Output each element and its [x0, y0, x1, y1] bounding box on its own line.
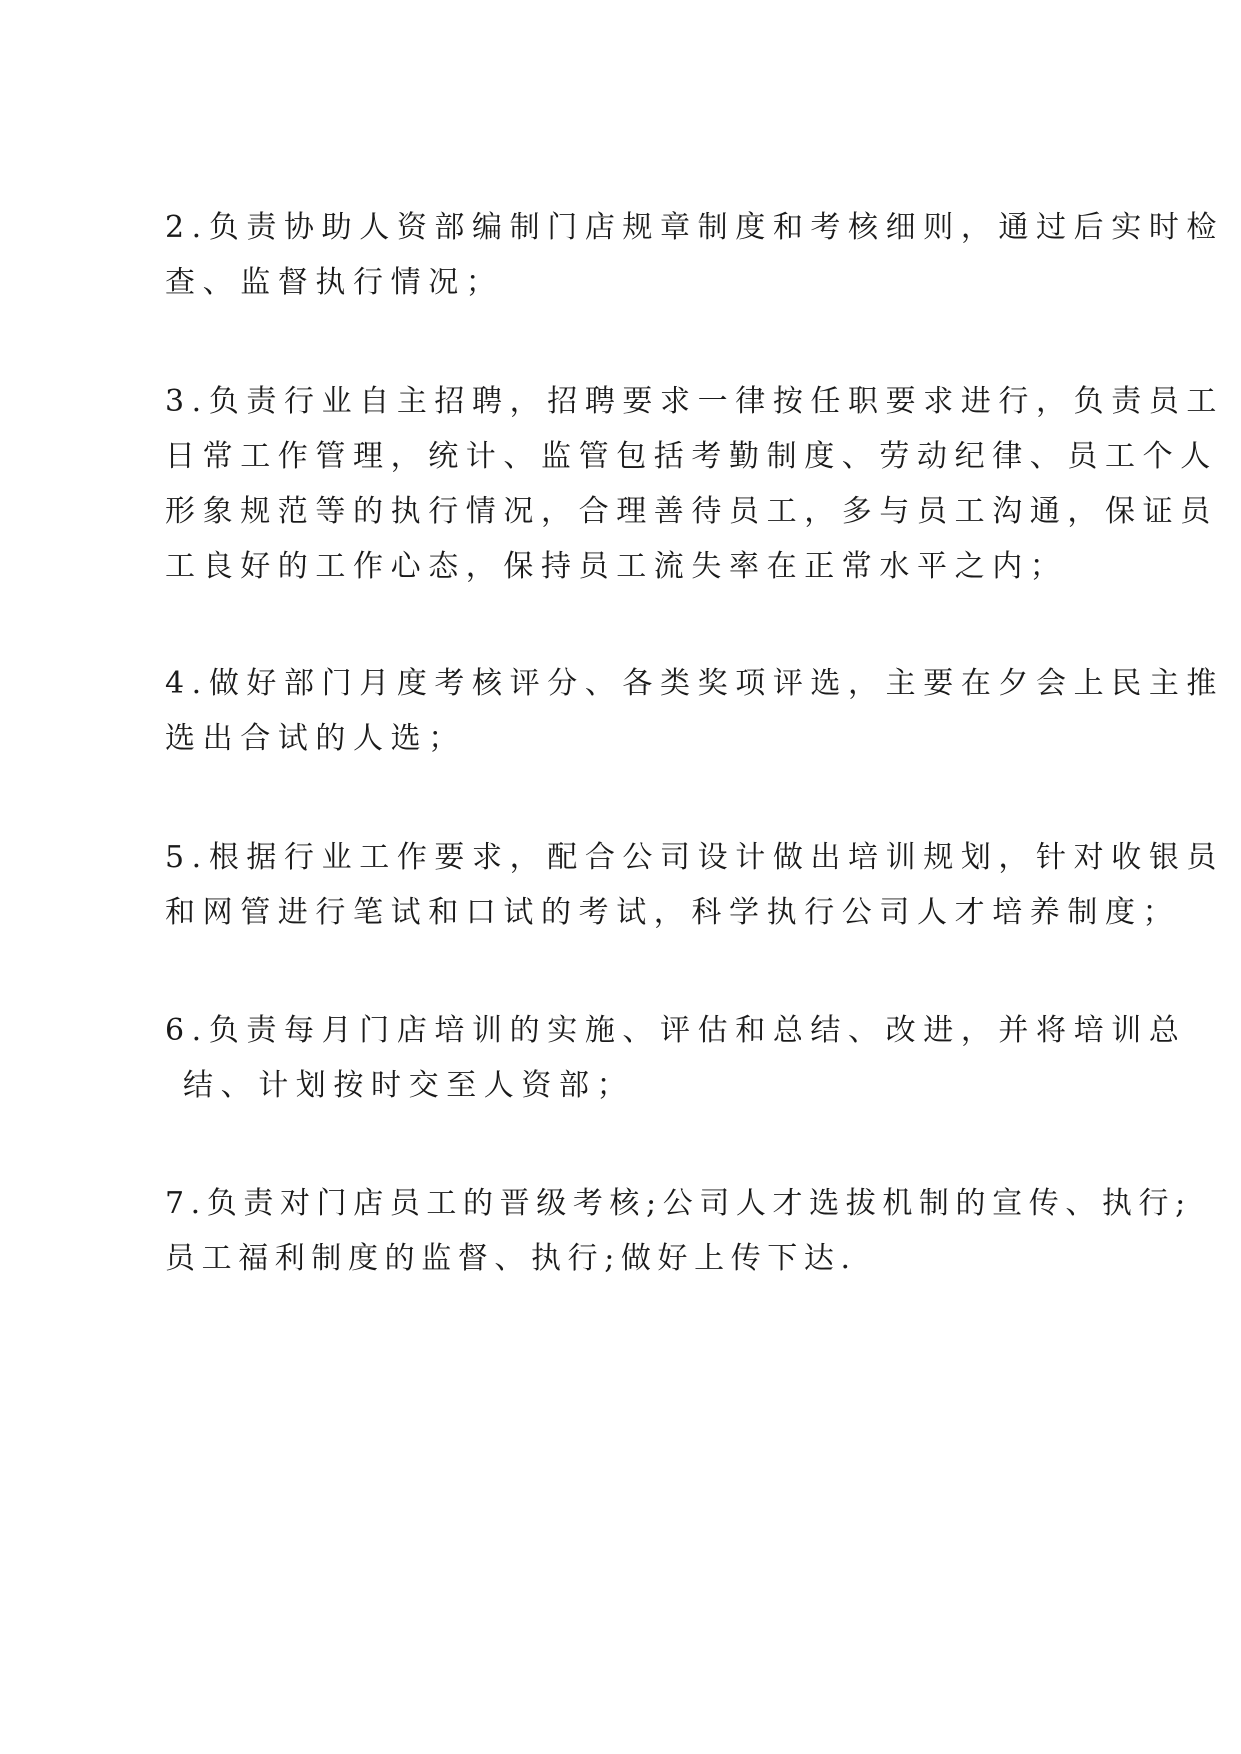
- text-line: 工良好的工作心态，保持员工流失率在正常水平之内；: [165, 549, 1068, 584]
- text-line: 6.负责每月门店培训的实施、评估和总结、改进，并将培训总: [165, 1013, 1187, 1048]
- text-line: 7.负责对门店员工的晋级考核;公司人才选拔机制的宣传、执行;: [165, 1186, 1192, 1221]
- text-line: 选出合试的人选；: [165, 721, 466, 756]
- text-line: 5.根据行业工作要求，配合公司设计做出培训规划，针对收银员: [165, 840, 1225, 875]
- text-line: 形象规范等的执行情况，合理善待员工，多与员工沟通，保证员: [165, 494, 1218, 529]
- text-line: 查、监督执行情况；: [165, 265, 504, 300]
- text-line: 员工福利制度的监督、执行;做好上传下达.: [165, 1241, 857, 1276]
- text-line: 4.做好部门月度考核评分、各类奖项评选，主要在夕会上民主推: [165, 666, 1225, 701]
- text-line: 2.负责协助人资部编制门店规章制度和考核细则，通过后实时检: [165, 210, 1225, 245]
- text-line: 3.负责行业自主招聘，招聘要求一律按任职要求进行，负责员工: [165, 384, 1225, 419]
- text-line: 和网管进行笔试和口试的考试，科学执行公司人才培养制度；: [165, 895, 1181, 930]
- text-line: 日常工作管理，统计、监管包括考勤制度、劳动纪律、员工个人: [165, 439, 1218, 474]
- text-line: 结、计划按时交至人资部；: [183, 1068, 635, 1103]
